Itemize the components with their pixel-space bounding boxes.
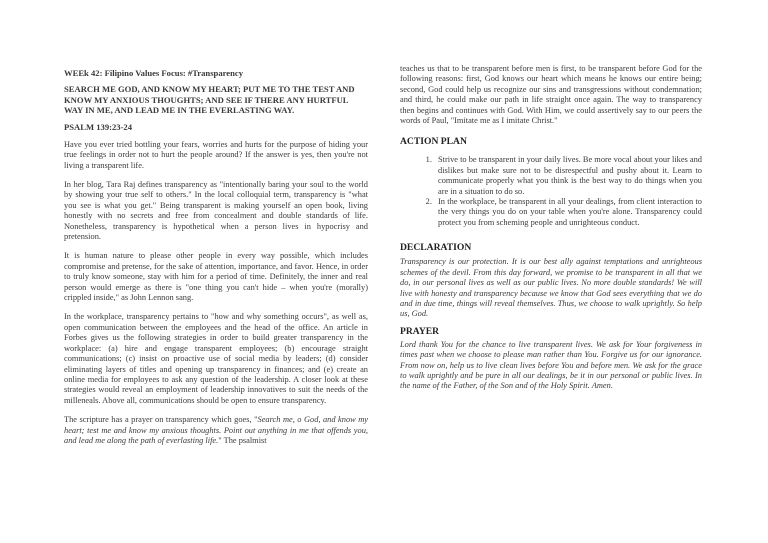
paragraph-intro: Have you ever tried bottling your fears, worries and hurts for the purpose of hiding your true feelings in order not to hurt the people around? If the answer is yes, then you're not living a transparent life. [64, 139, 368, 170]
declaration-heading: DECLARATION [400, 242, 472, 254]
verse-heading: SEARCH ME GOD, AND KNOW MY HEART; PUT ME TO THE TEST AND KNOW MY ANXIOUS THOUGHTS; AND SEE IF THERE ANY HURTFUL WAY IN ME, AND LEAD ME IN THE EVERLASTING WAY. [64, 84, 355, 116]
paragraph-continuation: teaches us that to be transparent before men is first, to be transparent before God for the following reasons: first, God knows our heart which means he knows our entire being; second, God could help us recognize our sins and transgressions without condemnation; and third, he could make our path in life straight once again. The way to transparency then begins and continues with God. With Him, we could assertively say to our peers the words of Paul, "Imitate me as I imitate Christ." [400, 64, 702, 126]
left-column [64, 64, 368, 446]
scripture-tail-text: " The psalmist [218, 435, 267, 445]
declaration-text: Transparency is our protection. It is our best ally against temptations and unrighteous schemes of the devil. From this day forward, we promise to be transparent in all that we do, in our personal lives as well as our public lives. No more double standards! We will live with honesty and transparency because we know that God sees everything that we do and in due time, things will reveal themselves. Thus, we choose to walk uprightly. So help us, God. [400, 257, 702, 319]
action-item: 1. Strive to be transparent in your daily lives. Be more vocal about your likes and dislikes but make sure not to be disrespectful and pushy about it. Learn to communicate properly what you think is the best way to do things when you are in a situation to do so. [434, 155, 702, 197]
action-item: 2. In the workplace, be transparent in all your dealings, from client interaction to the very things you do on your table when you're alone. Transparency could protect you from scheming people and unrighteous conduct. [434, 197, 702, 228]
scripture-quote: Search me, o God, and know my heart; test me and know my anxious thoughts. Point out anything in me that offends you, and lead me along the path of everlasting life. [64, 415, 368, 445]
action-plan-heading: ACTION PLAN [400, 136, 467, 148]
week-title: WEEk 42: Filipino Values Focus: #Transparency [64, 68, 243, 78]
action-plan-list [400, 155, 702, 228]
prayer-heading: PRAYER [400, 325, 440, 337]
right-column [400, 64, 702, 396]
paragraph-scripture [64, 415, 368, 446]
prayer-text: Lord thank You for the chance to live transparent lives. We ask for Your forgiveness in times past when we choose to please man rather than You. Forgive us for our ignorance. From now on, help us to live clean lives before You and before men. We ask for the grace to walk uprightly and be pure in all our dealings, be it in our personal or public lives. In the name of the Father, of the Son and of the Holy Spirit. Amen. [400, 339, 702, 391]
paragraph-workplace: In the workplace, transparency pertains to "how and why something occurs", as well as, open communication between the employees and the head of the office. An article in Forbes gives us the following strategies in order to build greater transparency in the workplace: (a) hire and engage transparent employees; (b) encourage straight communications; (c) insist on proactive use of social media by leaders; (d) consider eliminating layers of titles and opening up transparency in finances; and (e) create an online media for employees to ask any question of the leadership. A closer look at these strategies would reveal an employment of leadership innovatives to suit the needs of the milleneals. Above all, communications should be open to ensure transparency. [64, 312, 368, 405]
scripture-lead-text: The scripture has a prayer on transparency which goes, " [64, 415, 258, 425]
paragraph-definition: In her blog, Tara Raj defines transparency as "intentionally baring your soul to the world by showing your true self to others." In the local colloquial term, transparency is "what you see is what you get." Being transparent is making yourself an open book, living honestly with no secrets and free from concealment and double standards of life. Nonetheless, transparency is hypothetical when a person lives in hypocrisy and pretension. [64, 180, 368, 242]
psalm-reference: PSALM 139:23-24 [64, 121, 133, 132]
paragraph-human-nature: It is human nature to please other people in every way possible, which includes compromise and pretense, for the sake of attention, importance, and favor. Hence, in order to truly know someone, stay with him for a period of time. Definitely, the inner and real person would emerge as there is "one thing you can't hide – when you're (morally) crippled inside," as John Lennon sang. [64, 251, 368, 303]
